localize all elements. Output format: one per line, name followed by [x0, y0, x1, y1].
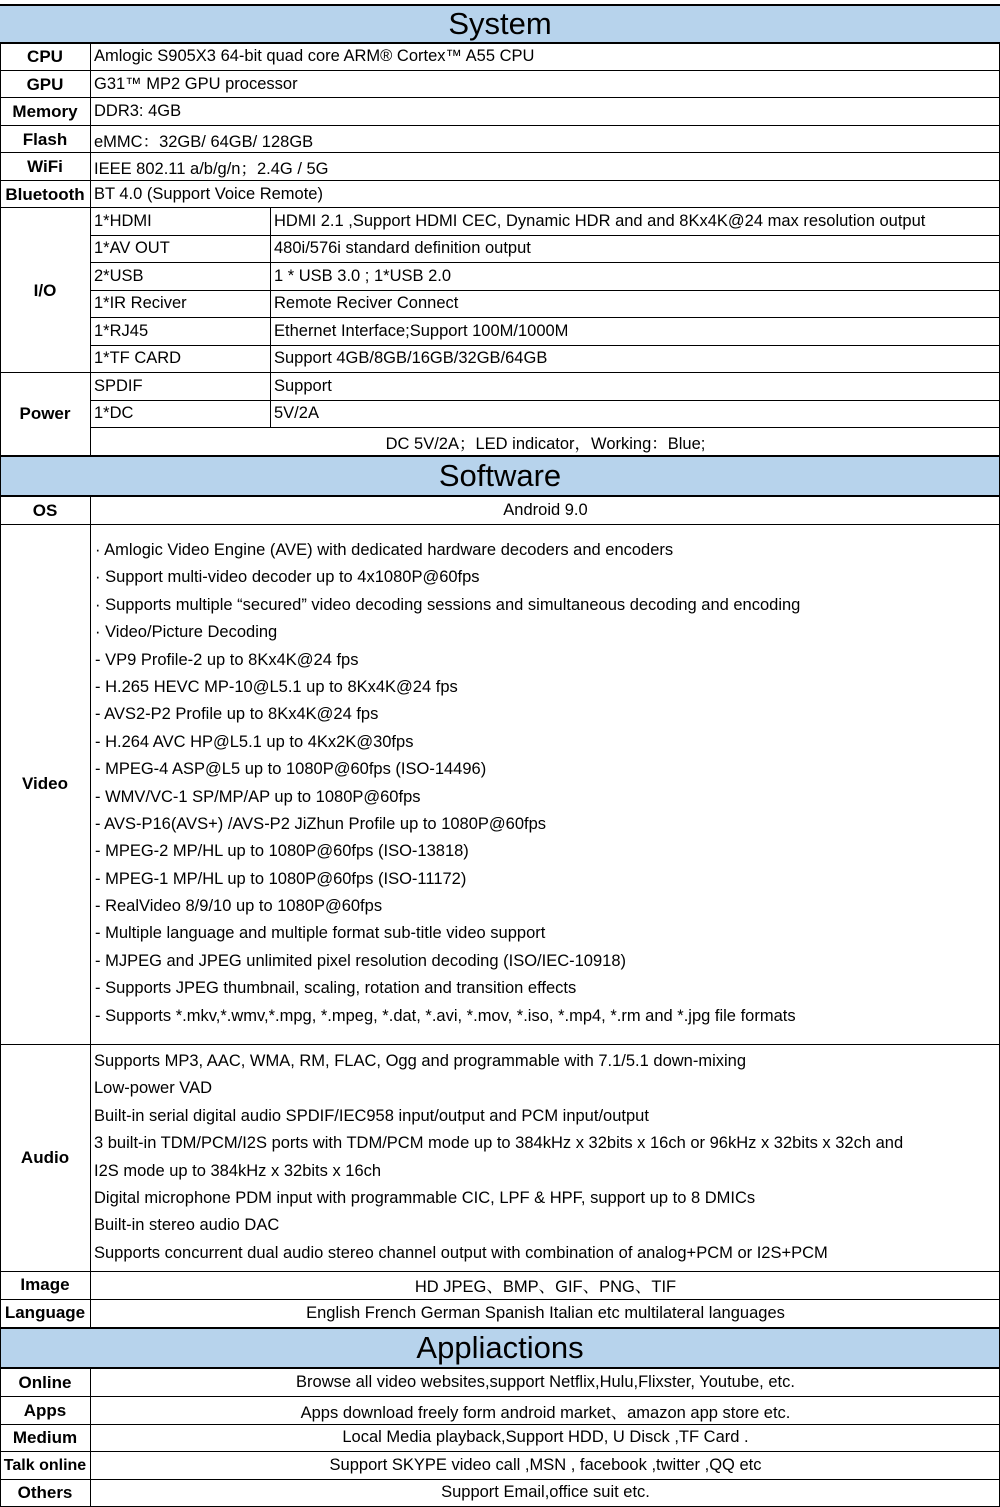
- online-value: Browse all video websites,support Netflix,Hulu,Flixster, Youtube, etc.: [296, 1373, 795, 1391]
- video-features-list: [95, 537, 995, 1030]
- audio-features-list: [94, 1048, 996, 1267]
- table-border: [90, 290, 1000, 291]
- io-desc: Remote Reciver Connect: [274, 294, 459, 312]
- io-desc: 480i/576i standard definition output: [274, 239, 531, 257]
- others-value: Support Email,office suit etc.: [441, 1483, 650, 1501]
- apps-value: Apps download freely form android market、amazon app store etc.: [300, 1403, 791, 1422]
- io-port: 1*HDMI: [94, 212, 152, 230]
- video-feature: - VP9 Profile-2 up to 8Kx4K@24 fps: [95, 650, 359, 669]
- power-note: DC 5V/2A；LED indicator，Working：Blue;: [385, 434, 706, 453]
- applications-section-header: Appliactions: [0, 1327, 1000, 1369]
- table-border: [0, 152, 1000, 153]
- system-section-header: System: [0, 4, 1000, 44]
- table-border: [0, 372, 1000, 373]
- table-border: [270, 208, 271, 428]
- table-border: [0, 1044, 1000, 1045]
- gpu-value: G31™ MP2 GPU processor: [94, 75, 298, 93]
- audio-feature: Built-in serial digital audio SPDIF/IEC958 input/output and PCM input/output: [94, 1106, 649, 1125]
- power-port: 1*DC: [94, 404, 134, 422]
- table-border: [90, 262, 1000, 263]
- others-label: Others: [17, 1482, 73, 1502]
- cpu-value: Amlogic S905X3 64-bit quad core ARM® Cortex™ A55 CPU: [94, 47, 535, 65]
- table-border: [0, 180, 1000, 181]
- video-feature: - AVS-P16(AVS+) /AVS-P2 JiZhun Profile up to 1080P@60fps: [95, 814, 547, 833]
- io-port: 1*IR Reciver: [94, 294, 187, 312]
- video-feature: - H.264 AVC HP@L5.1 up to 4Kx2K@30fps: [95, 732, 414, 751]
- audio-feature: 3 built-in TDM/PCM/I2S ports with TDM/PCM mode up to 384kHz x 32bits x 16ch or 96kHz x 32bits x 32ch and: [94, 1134, 904, 1153]
- online-label: Online: [18, 1372, 72, 1392]
- video-feature: - MPEG-2 MP/HL up to 1080P@60fps (ISO-13818): [95, 842, 469, 861]
- io-port: 1*AV OUT: [94, 239, 170, 257]
- table-border: [0, 1424, 1000, 1425]
- table-border: [0, 1479, 1000, 1480]
- video-feature: - H.265 HEVC MP-10@L5.1 up to 8Kx4K@24 fps: [95, 677, 458, 696]
- video-feature: - RealVideo 8/9/10 up to 1080P@60fps: [95, 897, 383, 916]
- video-feature: · Support multi-video decoder up to 4x1080P@60fps: [95, 568, 480, 587]
- wifi-label: WiFi: [27, 156, 63, 176]
- memory-label: Memory: [12, 101, 78, 121]
- table-border: [0, 1396, 1000, 1397]
- os-label: OS: [32, 500, 58, 520]
- audio-feature: Supports MP3, AAC, WMA, RM, FLAC, Ogg and programmable with 7.1/5.1 down-mixing: [94, 1052, 747, 1070]
- audio-feature: I2S mode up to 384kHz x 32bits x 16ch: [94, 1161, 382, 1180]
- video-feature: - AVS2-P2 Profile up to 8Kx4K@24 fps: [95, 705, 379, 724]
- language-label: Language: [4, 1303, 86, 1322]
- gpu-label: GPU: [26, 74, 64, 94]
- table-border: [90, 43, 91, 455]
- table-border: [90, 400, 1000, 401]
- table-border: [0, 1451, 1000, 1452]
- bluetooth-label: Bluetooth: [5, 184, 85, 204]
- io-desc: 1 * USB 3.0 ; 1*USB 2.0: [274, 267, 452, 285]
- io-port: 1*RJ45: [94, 322, 149, 340]
- image-label: Image: [20, 1275, 70, 1294]
- table-border: [90, 427, 1000, 428]
- io-port: 1*TF CARD: [94, 349, 182, 367]
- os-value: Android 9.0: [503, 501, 588, 519]
- language-value: English French German Spanish Italian etc multilateral languages: [306, 1303, 785, 1322]
- image-value: HD JPEG、BMP、GIF、PNG、TIF: [414, 1278, 677, 1296]
- table-border: [90, 235, 1000, 236]
- video-feature: · Video/Picture Decoding: [95, 623, 278, 642]
- table-border: [90, 317, 1000, 318]
- table-border: [90, 345, 1000, 346]
- audio-feature: Low-power VAD: [94, 1079, 212, 1098]
- wifi-value: IEEE 802.11 a/b/g/n；2.4G / 5G: [94, 159, 329, 178]
- table-border: [0, 97, 1000, 98]
- video-feature: - Supports *.mkv,*.wmv,*.mpg, *.mpeg, *.dat, *.avi, *.mov, *.iso, *.mp4, *.rm and *.jpg file formats: [95, 1006, 796, 1025]
- video-feature: - MJPEG and JPEG unlimited pixel resolution decoding (ISO/IEC-10918): [95, 951, 626, 970]
- video-feature: · Supports multiple “secured” video decoding sessions and simultaneous decoding and encoding: [95, 595, 801, 614]
- power-label: Power: [19, 404, 71, 423]
- apps-label: Apps: [23, 1400, 67, 1420]
- audio-label: Audio: [20, 1147, 70, 1167]
- table-border: [0, 125, 1000, 126]
- power-desc: Support: [274, 377, 332, 395]
- table-border: [90, 497, 91, 1327]
- flash-value: eMMC：32GB/ 64GB/ 128GB: [94, 132, 314, 151]
- video-feature: · Amlogic Video Engine (AVE) with dedicated hardware decoders and encoders: [95, 541, 674, 559]
- io-desc: HDMI 2.1 ,Support HDMI CEC, Dynamic HDR and and 8Kx4K@24 max resolution output: [274, 212, 926, 230]
- power-port: SPDIF: [94, 377, 143, 395]
- table-border: [90, 1369, 91, 1507]
- video-feature: - MPEG-4 ASP@L5 up to 1080P@60fps (ISO-14496): [95, 760, 487, 779]
- audio-feature: Digital microphone PDM input with programmable CIC, LPF & HPF, support up to 8 DMICs: [94, 1188, 756, 1207]
- software-section-header: Software: [0, 455, 1000, 497]
- flash-label: Flash: [22, 129, 68, 149]
- table-border: [0, 1271, 1000, 1272]
- medium-value: Local Media playback,Support HDD, U Disck ,TF Card .: [342, 1428, 749, 1446]
- power-desc: 5V/2A: [274, 404, 319, 422]
- audio-feature: Supports concurrent dual audio stereo channel output with combination of analog+PCM or I2S+PCM: [94, 1243, 828, 1262]
- table-border: [0, 207, 1000, 208]
- medium-label: Medium: [12, 1427, 78, 1447]
- video-feature: - Supports JPEG thumbnail, scaling, rotation and transition effects: [95, 979, 577, 998]
- video-feature: - WMV/VC-1 SP/MP/AP up to 1080P@60fps: [95, 787, 421, 806]
- io-desc: Ethernet Interface;Support 100M/1000M: [274, 322, 569, 340]
- table-border: [0, 70, 1000, 71]
- video-label: Video: [22, 774, 68, 793]
- talk-online-label: Talk online: [3, 1456, 87, 1474]
- cpu-label: CPU: [27, 46, 63, 66]
- table-border: [0, 43, 1, 1507]
- io-label: I/O: [33, 280, 57, 300]
- io-port: 2*USB: [94, 267, 144, 285]
- video-feature: - Multiple language and multiple format sub-title video support: [95, 924, 546, 943]
- table-border: [0, 524, 1000, 525]
- io-desc: Support 4GB/8GB/16GB/32GB/64GB: [274, 349, 548, 367]
- table-border: [0, 1299, 1000, 1300]
- audio-feature: Built-in stereo audio DAC: [94, 1216, 280, 1235]
- video-feature: - MPEG-1 MP/HL up to 1080P@60fps (ISO-11172): [95, 869, 467, 888]
- memory-value: DDR3: 4GB: [94, 102, 182, 120]
- talk-online-value: Support SKYPE video call ,MSN , facebook ,twitter ,QQ etc: [329, 1456, 762, 1474]
- bluetooth-value: BT 4.0 (Support Voice Remote): [94, 185, 323, 203]
